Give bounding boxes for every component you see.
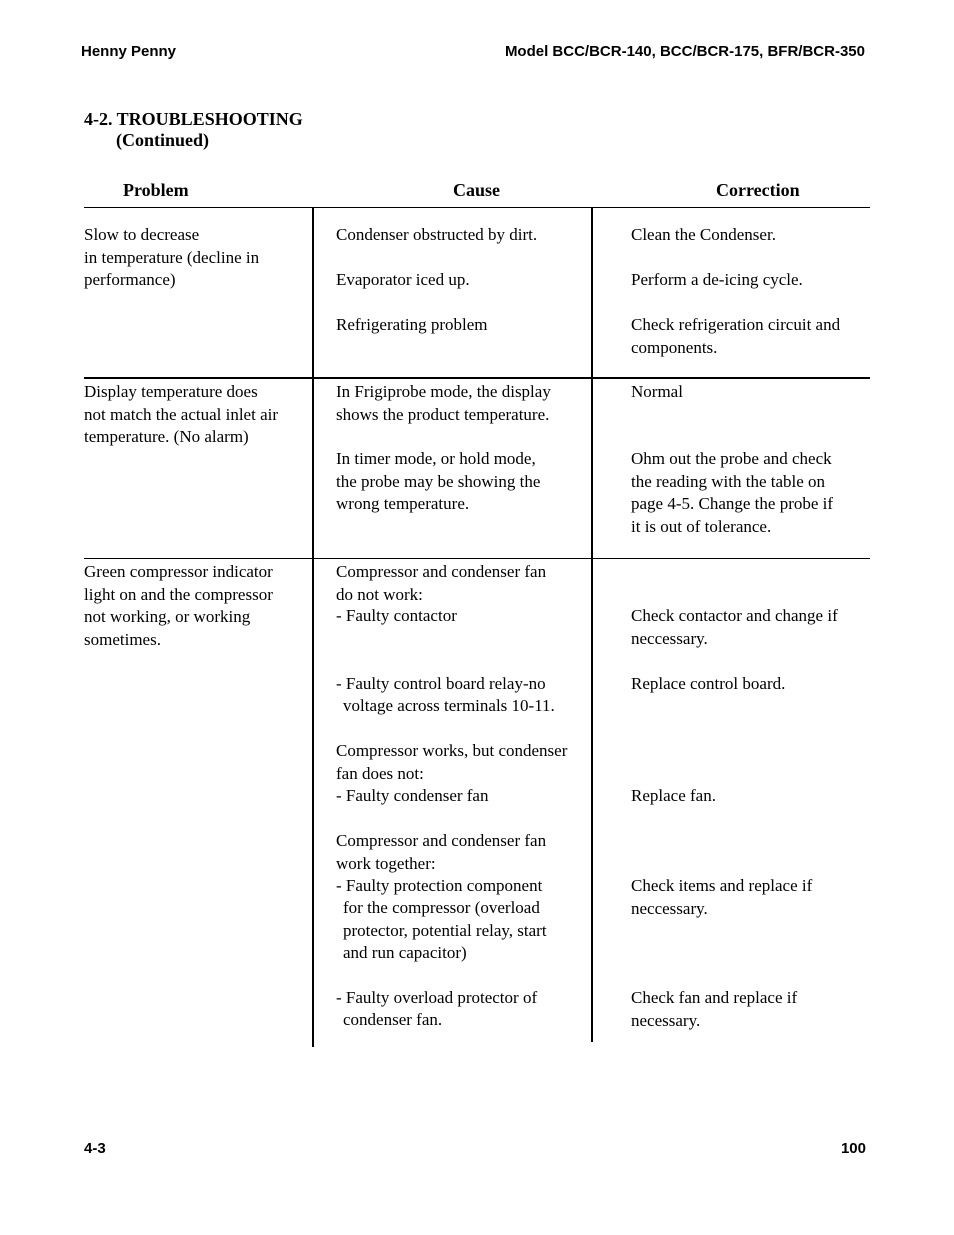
- correction-cell: Replace fan.: [631, 786, 716, 805]
- cause-cell: In Frigiprobe mode, the display shows the product temperature.: [336, 382, 551, 424]
- problem-cell: Green compressor indicator light on and the compressor not working, or working sometimes.: [84, 562, 273, 649]
- cause-cell: for the compressor (overload protector, potential relay, start and run capacitor): [343, 898, 547, 962]
- column-header-correction: Correction: [716, 180, 800, 200]
- cause-cell: - Faulty protection component: [336, 876, 543, 895]
- cause-cell: - Faulty control board relay-no: [336, 674, 546, 693]
- column-header-cause: Cause: [453, 180, 501, 200]
- table-header-rule: [84, 207, 870, 208]
- cause-cell: voltage across terminals 10-11.: [343, 696, 555, 715]
- correction-cell: Replace control board.: [631, 674, 786, 693]
- section-title: 4-2. TROUBLESHOOTING: [84, 109, 303, 129]
- row-divider: [84, 558, 870, 559]
- footer-section-number: 4-3: [84, 1140, 106, 1157]
- column-header-problem: Problem: [123, 180, 189, 200]
- correction-cell: Check fan and replace if necessary.: [631, 988, 798, 1030]
- cause-cell: condenser fan.: [343, 1010, 443, 1029]
- cause-cell: Refrigerating problem: [336, 315, 488, 334]
- correction-cell: Perform a de-icing cycle.: [631, 270, 803, 289]
- cause-cell: - Faulty contactor: [336, 606, 457, 625]
- problem-cell: Slow to decrease in temperature (decline in performance): [84, 225, 260, 289]
- cause-cell: - Faulty condenser fan: [336, 786, 489, 805]
- cause-cell: Evaporator iced up.: [336, 270, 470, 289]
- correction-cell: Check items and replace if neccessary.: [631, 876, 813, 918]
- correction-cell: Clean the Condenser.: [631, 225, 776, 244]
- cause-cell: - Faulty overload protector of: [336, 988, 538, 1007]
- cause-cell: Condenser obstructed by dirt.: [336, 225, 538, 244]
- correction-cell: Ohm out the probe and check the reading with the table on page 4-5. Change the probe if it is out of tolerance.: [631, 449, 834, 536]
- correction-cell: Check refrigeration circuit and components.: [631, 315, 841, 357]
- row-divider: [84, 377, 870, 379]
- cause-cell: Compressor and condenser fan work together:: [336, 831, 547, 873]
- column-divider: [312, 207, 314, 1047]
- cause-cell: In timer mode, or hold mode, the probe may be showing the wrong temperature.: [336, 449, 541, 513]
- cause-cell: Compressor and condenser fan do not work:: [336, 562, 547, 604]
- section-continued: (Continued): [116, 130, 210, 150]
- header-model: Model BCC/BCR-140, BCC/BCR-175, BFR/BCR-350: [504, 43, 865, 60]
- column-divider: [591, 207, 593, 1042]
- correction-cell: Check contactor and change if neccessary.: [631, 606, 838, 648]
- correction-cell: Normal: [631, 382, 683, 401]
- header-brand: Henny Penny: [81, 43, 177, 60]
- footer-page-number: 100: [840, 1140, 866, 1157]
- cause-cell: Compressor works, but condenser fan does not:: [336, 741, 568, 783]
- problem-cell: Display temperature does not match the actual inlet air temperature. (No alarm): [84, 382, 279, 446]
